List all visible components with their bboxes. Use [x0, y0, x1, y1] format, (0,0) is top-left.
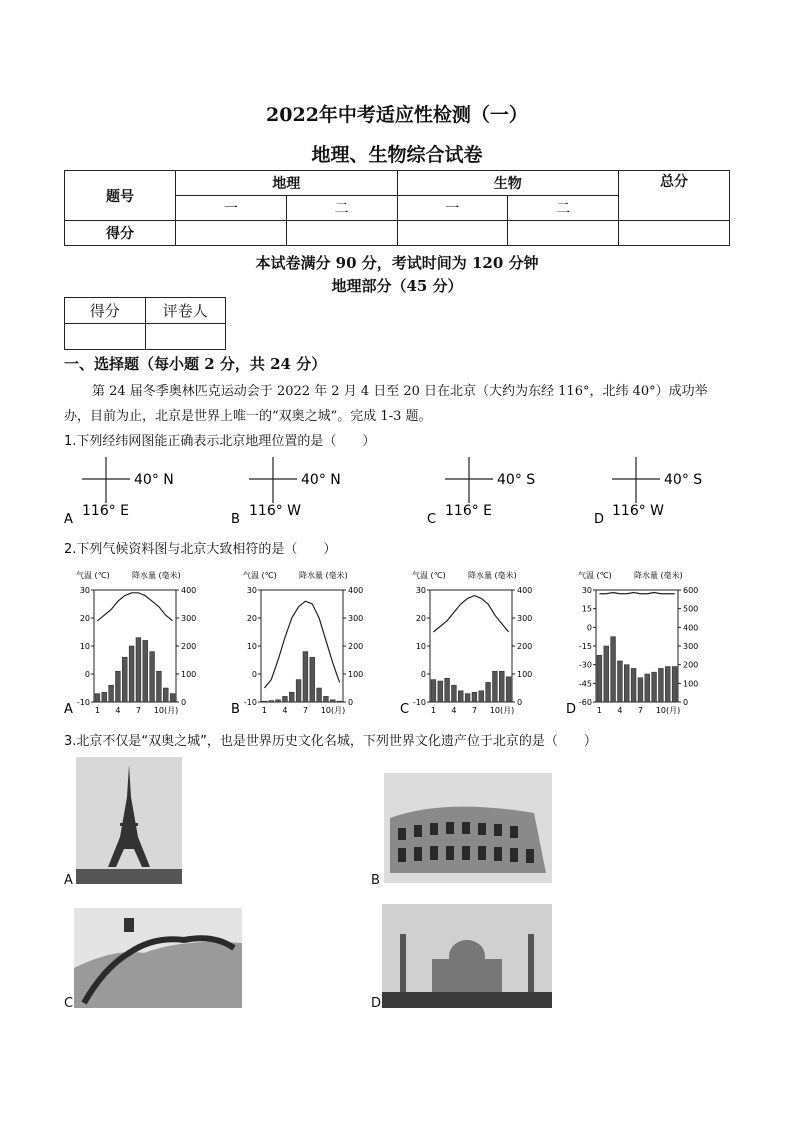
- temperature-line: [264, 601, 339, 688]
- eiffel-tower-photo[interactable]: [76, 757, 182, 884]
- precip-bar: [262, 701, 267, 702]
- q1-option-b[interactable]: [231, 455, 361, 525]
- precip-bar: [303, 652, 308, 702]
- precip-bar: [109, 685, 114, 702]
- temp-tick-label: -15: [578, 642, 592, 651]
- question-2: 2.下列气候资料图与北京大致相符的是（ ）: [64, 542, 337, 557]
- option-letter: D: [594, 512, 605, 525]
- section1-intro-line1: 第 24 届冬季奥林匹克运动会于 2022 年 2 月 4 日至 20 日在北京（大约为东经 116°，北纬 40°）成功举: [92, 384, 708, 399]
- precip-bar: [102, 692, 107, 702]
- longitude-label: 116° E: [82, 503, 130, 519]
- precip-bar: [458, 691, 463, 702]
- precip-tick-label: 100: [348, 670, 364, 679]
- precip-bar: [310, 657, 315, 702]
- temp-axis-title: 气温 (℃): [76, 571, 110, 580]
- grader-score-cell[interactable]: [65, 324, 146, 350]
- precip-bar: [631, 668, 636, 702]
- precip-tick-label: 100: [683, 679, 699, 689]
- q1-option-a[interactable]: [64, 455, 194, 525]
- precip-bar: [129, 646, 134, 702]
- option-letter: C: [400, 702, 410, 716]
- precip-axis-title: 降水量 (毫米): [634, 571, 683, 580]
- precip-bar: [486, 682, 491, 702]
- precip-bar: [452, 685, 457, 702]
- temp-tick-label: -45: [578, 679, 592, 689]
- precip-tick-label: 400: [517, 586, 533, 595]
- climate-chart: [64, 566, 224, 716]
- score-cell[interactable]: [176, 221, 287, 246]
- precip-bar: [143, 640, 148, 702]
- precip-bar: [95, 694, 100, 702]
- lat-long-grid: [64, 455, 194, 525]
- month-tick-label: 1: [430, 706, 436, 715]
- exam-info-line2: 地理部分（45 分）: [331, 277, 463, 295]
- precip-tick-label: 300: [348, 614, 364, 623]
- score-cell[interactable]: [397, 221, 508, 246]
- precip-tick-label: 0: [181, 698, 187, 707]
- temp-tick-label: 20: [79, 614, 90, 623]
- month-tick-label: 4: [617, 706, 623, 715]
- precip-bar: [652, 672, 657, 702]
- q1-option-d[interactable]: [594, 455, 724, 525]
- month-tick-label: 4: [451, 706, 457, 715]
- month-unit-label: (月): [666, 706, 681, 715]
- precip-bar: [611, 637, 616, 702]
- q2-option-d[interactable]: [566, 566, 726, 716]
- precip-axis-title: 降水量 (毫米): [299, 571, 348, 580]
- precip-bar: [672, 667, 677, 702]
- exam-title: 2022年中考适应性检测（一）: [266, 104, 528, 126]
- longitude-label: 116° E: [445, 503, 493, 519]
- temp-tick-label: 20: [246, 614, 257, 623]
- temp-tick-label: -10: [76, 698, 90, 707]
- temp-tick-label: -10: [243, 698, 257, 707]
- precip-bar: [289, 692, 294, 702]
- score-table-question-header: 题号: [65, 171, 176, 221]
- grader-name-cell[interactable]: [145, 324, 226, 350]
- section1-heading: 一、选择题（每小题 2 分，共 24 分）: [64, 355, 327, 373]
- temp-tick-label: 30: [79, 586, 90, 595]
- temp-tick-label: 0: [251, 670, 257, 679]
- precip-bar: [269, 701, 274, 702]
- precip-bar: [116, 671, 121, 702]
- score-table-geo-2: 二: [286, 196, 397, 221]
- precip-bar: [163, 688, 168, 702]
- latitude-label: 40° N: [134, 472, 174, 488]
- precip-bar: [445, 678, 450, 702]
- precip-axis-title: 降水量 (毫米): [132, 571, 181, 580]
- q3-option-a-label: A: [64, 873, 73, 888]
- precip-bar: [296, 680, 301, 702]
- score-table: [64, 170, 730, 246]
- exam-info-line1: 本试卷满分 90 分，考试时间为 120 分钟: [255, 254, 539, 272]
- precip-tick-label: 200: [348, 642, 364, 651]
- longitude-label: 116° W: [249, 503, 302, 519]
- great-wall-photo[interactable]: [74, 908, 242, 1008]
- month-tick-label: 10: [320, 706, 332, 715]
- temp-tick-label: 30: [581, 586, 592, 595]
- precip-bar: [276, 700, 281, 702]
- precip-tick-label: 300: [683, 642, 699, 651]
- precip-bar: [157, 671, 162, 702]
- latitude-label: 40° S: [497, 472, 536, 488]
- plot-frame: [94, 590, 176, 702]
- score-table-geo-header: 地理: [176, 171, 398, 196]
- q3-option-b-label: B: [371, 873, 380, 888]
- precip-bar: [645, 674, 650, 702]
- month-tick-label: 4: [115, 706, 121, 715]
- month-tick-label: 10: [489, 706, 501, 715]
- precip-bar: [431, 680, 436, 702]
- precip-tick-label: 200: [683, 660, 699, 670]
- score-cell[interactable]: [619, 221, 730, 246]
- grader-table: [64, 297, 226, 350]
- precip-tick-label: 0: [348, 698, 354, 707]
- precip-bar: [479, 691, 484, 702]
- precip-bar: [624, 665, 629, 702]
- score-table-total-header: 总分: [619, 171, 730, 221]
- precip-bar: [506, 677, 511, 702]
- option-letter: A: [64, 702, 73, 716]
- temp-tick-label: -30: [578, 660, 592, 670]
- temp-tick-label: -60: [578, 698, 592, 707]
- section1-intro-line2: 办，目前为止，北京是世界上唯一的“双奥之城”。完成 1-3 题。: [64, 409, 432, 424]
- q2-option-a[interactable]: [64, 566, 224, 716]
- score-table-bio-1: 一: [397, 196, 508, 221]
- month-unit-label: (月): [164, 706, 179, 715]
- precip-tick-label: 400: [683, 623, 699, 633]
- latitude-label: 40° S: [664, 472, 703, 488]
- precip-tick-label: 600: [683, 586, 699, 595]
- question-1: 1.下列经纬网图能正确表示北京地理位置的是（ ）: [64, 434, 376, 449]
- precip-tick-label: 300: [517, 614, 533, 623]
- temp-tick-label: 30: [415, 586, 426, 595]
- grader-name-header: 评卷人: [145, 298, 226, 324]
- latitude-label: 40° N: [301, 472, 341, 488]
- question-3: 3.北京不仅是“双奥之城”，也是世界历史文化名城，下列世界文化遗产位于北京的是（ ）: [64, 734, 597, 749]
- precip-bar: [122, 657, 127, 702]
- precip-bar: [472, 692, 477, 702]
- temp-tick-label: -10: [412, 698, 426, 707]
- option-letter: D: [566, 702, 577, 716]
- precip-bar: [438, 681, 443, 702]
- precip-bar: [337, 701, 342, 702]
- precip-tick-label: 200: [517, 642, 533, 651]
- q2-option-b[interactable]: [231, 566, 391, 716]
- month-tick-label: 1: [261, 706, 267, 715]
- precip-tick-label: 500: [683, 604, 699, 614]
- precip-tick-label: 300: [181, 614, 197, 623]
- score-cell[interactable]: [286, 221, 397, 246]
- month-unit-label: (月): [331, 706, 346, 715]
- precip-bar: [324, 696, 329, 702]
- precip-bar: [136, 638, 141, 702]
- precip-bar: [665, 667, 670, 702]
- grader-score-header: 得分: [65, 298, 146, 324]
- precip-bar: [638, 678, 643, 702]
- option-letter: C: [427, 512, 437, 525]
- precip-tick-label: 400: [181, 586, 197, 595]
- score-table-bio-header: 生物: [397, 171, 619, 196]
- precip-tick-label: 400: [348, 586, 364, 595]
- precip-axis-title: 降水量 (毫米): [468, 571, 517, 580]
- climate-chart: [400, 566, 560, 716]
- temp-axis-title: 气温 (℃): [243, 571, 277, 580]
- lat-long-grid: [594, 455, 724, 525]
- lat-long-grid: [427, 455, 557, 525]
- temp-tick-label: 20: [415, 614, 426, 623]
- option-letter: A: [64, 512, 73, 525]
- score-table-bio-2: 二: [508, 196, 619, 221]
- temp-tick-label: 10: [246, 642, 257, 651]
- temperature-line: [433, 596, 508, 632]
- temp-axis-title: 气温 (℃): [578, 571, 612, 580]
- precip-tick-label: 100: [181, 670, 197, 679]
- colosseum-photo[interactable]: [384, 773, 552, 883]
- month-tick-label: 7: [471, 706, 477, 715]
- month-tick-label: 10: [153, 706, 165, 715]
- precip-tick-label: 200: [181, 642, 197, 651]
- month-unit-label: (月): [500, 706, 515, 715]
- climate-chart: [231, 566, 391, 716]
- q3-option-d-label: D: [371, 996, 382, 1011]
- temp-tick-label: 0: [84, 670, 90, 679]
- temp-tick-label: 10: [79, 642, 90, 651]
- month-tick-label: 1: [596, 706, 602, 715]
- longitude-label: 116° W: [612, 503, 665, 519]
- lat-long-grid: [231, 455, 361, 525]
- option-letter: B: [231, 512, 240, 525]
- temp-axis-title: 气温 (℃): [412, 571, 446, 580]
- month-tick-label: 4: [282, 706, 288, 715]
- score-table-geo-1: 一: [176, 196, 287, 221]
- precip-bar: [499, 671, 504, 702]
- temperature-line: [599, 592, 674, 593]
- precip-bar: [493, 671, 498, 702]
- month-tick-label: 7: [302, 706, 308, 715]
- month-tick-label: 7: [135, 706, 141, 715]
- precip-tick-label: 0: [683, 698, 689, 707]
- precip-bar: [618, 661, 623, 702]
- temp-tick-label: 30: [246, 586, 257, 595]
- taj-mahal-photo[interactable]: [382, 904, 552, 1008]
- temp-tick-label: 15: [581, 604, 592, 614]
- q2-option-c[interactable]: [400, 566, 560, 716]
- precip-tick-label: 0: [517, 698, 523, 707]
- q1-option-c[interactable]: [427, 455, 557, 525]
- precip-bar: [150, 652, 155, 702]
- q3-option-c-label: C: [64, 996, 74, 1011]
- precip-bar: [604, 646, 609, 702]
- temp-tick-label: 0: [420, 670, 426, 679]
- score-table-score-label: 得分: [65, 221, 176, 246]
- temp-tick-label: 10: [415, 642, 426, 651]
- precip-bar: [659, 668, 664, 702]
- option-letter: B: [231, 702, 240, 716]
- precip-bar: [465, 694, 470, 702]
- score-cell[interactable]: [508, 221, 619, 246]
- month-tick-label: 10: [655, 706, 667, 715]
- precip-bar: [283, 696, 288, 702]
- precip-bar: [597, 655, 602, 702]
- temp-tick-label: 0: [586, 623, 592, 633]
- precip-bar: [170, 694, 175, 702]
- precip-bar: [330, 700, 335, 702]
- plot-frame: [261, 590, 343, 702]
- precip-tick-label: 100: [517, 670, 533, 679]
- temperature-line: [97, 593, 172, 621]
- month-tick-label: 1: [94, 706, 100, 715]
- month-tick-label: 7: [637, 706, 643, 715]
- exam-subtitle: 地理、生物综合试卷: [311, 144, 483, 166]
- climate-chart: [566, 566, 726, 716]
- precip-bar: [317, 688, 322, 702]
